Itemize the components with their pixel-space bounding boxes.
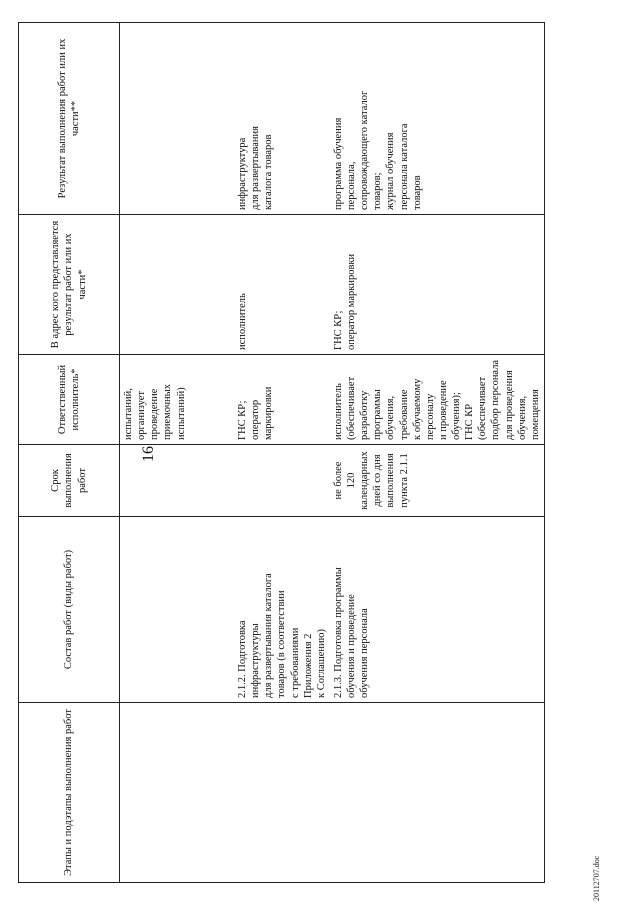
table-header-row xyxy=(19,23,120,883)
cell-recipient xyxy=(120,215,235,355)
cell-deadline xyxy=(234,445,330,517)
cell-recipient: ГНС КР; оператор маркировки xyxy=(330,215,545,355)
header-work-composition: Состав работ (виды работ) xyxy=(19,517,120,703)
cell-responsible: испытаний, организует проведение приемочных испытаний) xyxy=(120,355,235,445)
header-stages: Этапы и подэтапы выполнения работ xyxy=(19,703,120,883)
cell-work: 2.1.3. Подготовка программы обучения и проведение обучения персонала xyxy=(330,517,545,703)
cell-deadline: не более 120 календарных дней со дня выполнения пункта 2.1.1 xyxy=(330,445,545,517)
cell-stage xyxy=(234,703,330,883)
cell-result: инфраструктура для развертывания каталога товаров xyxy=(234,23,330,215)
table-row xyxy=(120,23,235,883)
cell-work xyxy=(120,517,235,703)
document-code: 20112707.doc xyxy=(592,855,601,901)
cell-deadline xyxy=(120,445,235,517)
cell-stage xyxy=(120,703,235,883)
cell-stage xyxy=(330,703,545,883)
header-result: Результат выполнения работ или их части** xyxy=(19,23,120,215)
table-row xyxy=(234,23,330,883)
cell-responsible: ГНС КР; оператор маркировки xyxy=(234,355,330,445)
cell-result xyxy=(120,23,235,215)
header-deadline: Срок выполнения работ xyxy=(19,445,120,517)
header-recipient: В адрес кого представляется результат работ или их части* xyxy=(19,215,120,355)
cell-work: 2.1.2. Подготовка инфраструктуры для развертывания каталога товаров (в соответствии с требованиями Приложения 2 к Соглашению) xyxy=(234,517,330,703)
works-table xyxy=(18,22,545,883)
header-responsible: Ответственный исполнитель* xyxy=(19,355,120,445)
table-row xyxy=(330,23,545,883)
cell-recipient: исполнитель xyxy=(234,215,330,355)
cell-result: программа обучения персонала, сопровождающего каталог товаров; журнал обучения персонала каталога товаров xyxy=(330,23,545,215)
page-number: 16 xyxy=(140,446,157,462)
cell-responsible: исполнитель (обеспечивает разработку программы обучения, требование к обучаемому персоналу и проведение обучения); ГНС КР (обеспечивает подбор персонала для проведения обучения, помещения xyxy=(330,355,545,445)
